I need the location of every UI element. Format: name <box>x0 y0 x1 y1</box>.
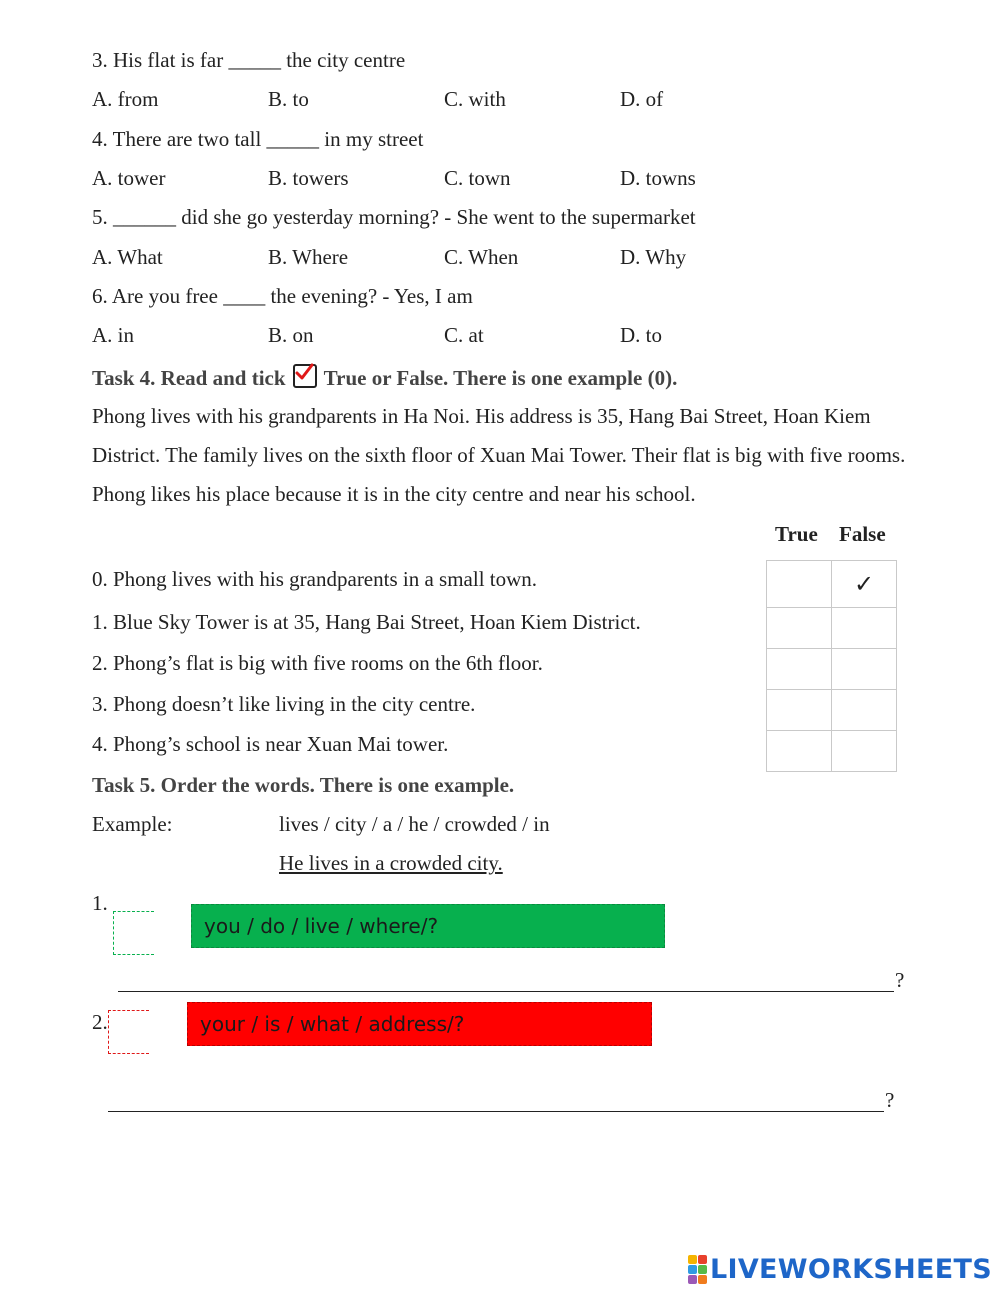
question-6-option-c: C. at <box>444 323 484 347</box>
question-6-option-a: A. in <box>92 323 134 347</box>
tf-3-false[interactable] <box>832 690 897 731</box>
question-6-option-d: D. to <box>620 323 662 347</box>
example-answer: He lives in a crowded city. <box>279 851 503 875</box>
question-5-option-c: C. When <box>444 245 519 269</box>
question-6-text: 6. Are you free ____ the evening? - Yes, I am <box>92 284 473 308</box>
item-1-word-box[interactable]: you / do / live / where/? <box>191 904 665 948</box>
statement-0: 0. Phong lives with his grandparents in a small town. <box>92 567 538 591</box>
tf-4-true[interactable] <box>767 731 832 772</box>
false-column-header: False <box>839 522 886 546</box>
question-3-option-b: B. to <box>268 87 309 111</box>
question-3-option-c: C. with <box>444 87 506 111</box>
example-label: Example: <box>92 812 173 836</box>
item-2-number: 2. <box>92 1010 108 1034</box>
item-2-question-mark: ? <box>885 1088 895 1112</box>
tf-1-false[interactable] <box>832 608 897 649</box>
tf-0-false: ✓ <box>832 561 897 608</box>
statement-1: 1. Blue Sky Tower is at 35, Hang Bai Street, Hoan Kiem District. <box>92 610 641 634</box>
tf-2-false[interactable] <box>832 649 897 690</box>
task4-heading <box>92 364 677 391</box>
tf-row-0 <box>767 561 897 608</box>
question-3-text: 3. His flat is far _____ the city centre <box>92 48 406 72</box>
item-2-drop-zone[interactable] <box>108 1010 149 1054</box>
task4-heading-end: True or False. There is one example (0). <box>323 366 678 390</box>
tf-0-true <box>767 561 832 608</box>
question-3-option-d: D. of <box>620 87 664 111</box>
tf-3-true[interactable] <box>767 690 832 731</box>
statement-4: 4. Phong’s school is near Xuan Mai tower. <box>92 732 449 756</box>
tf-1-true[interactable] <box>767 608 832 649</box>
question-4-option-a: A. tower <box>92 166 166 190</box>
statement-3: 3. Phong doesn’t like living in the city centre. <box>92 692 476 716</box>
question-5-text: 5. ______ did she go yesterday morning? - She went to the supermarket <box>92 205 696 229</box>
question-5-option-b: B. Where <box>268 245 349 269</box>
item-1-number: 1. <box>92 891 108 915</box>
task5-heading: Task 5. Order the words. There is one example. <box>92 773 515 797</box>
item-2-answer-line[interactable] <box>108 1111 884 1112</box>
item-1-drop-zone[interactable] <box>113 911 154 955</box>
question-6-option-b: B. on <box>268 323 314 347</box>
tick-box-icon <box>293 364 317 388</box>
task4-heading-start: Task 4. Read and tick <box>92 366 286 390</box>
true-column-header: True <box>775 522 818 546</box>
tf-row-2[interactable] <box>767 649 897 690</box>
question-4-option-b: B. towers <box>268 166 349 190</box>
question-5-option-d: D. Why <box>620 245 687 269</box>
question-4-text: 4. There are two tall _____ in my street <box>92 127 424 151</box>
question-5-option-a: A. What <box>92 245 163 269</box>
statement-2: 2. Phong’s flat is big with five rooms on the 6th floor. <box>92 651 543 675</box>
tf-row-1[interactable] <box>767 608 897 649</box>
question-4-option-d: D. towns <box>620 166 696 190</box>
tf-row-4[interactable] <box>767 731 897 772</box>
item-1-question-mark: ? <box>895 968 905 992</box>
question-3-option-a: A. from <box>92 87 159 111</box>
liveworksheets-logo <box>688 1254 992 1285</box>
tf-2-true[interactable] <box>767 649 832 690</box>
reading-passage: Phong lives with his grandparents in Ha Noi. His address is 35, Hang Bai Street, Hoan Kiem District. The family lives on the sixth floor of Xuan Mai Tower. Their flat is big with five rooms. Phong likes his place because it is in the city centre and near his school. <box>92 404 906 506</box>
item-2-word-box[interactable]: your / is / what / address/? <box>187 1002 652 1046</box>
item-1-answer-line[interactable] <box>118 991 894 992</box>
tf-row-3[interactable] <box>767 690 897 731</box>
logo-blocks-icon <box>688 1255 707 1284</box>
tf-4-false[interactable] <box>832 731 897 772</box>
logo-text: LIVEWORKSHEETS <box>709 1254 992 1285</box>
question-4-option-c: C. town <box>444 166 511 190</box>
example-words: lives / city / a / he / crowded / in <box>279 812 550 836</box>
true-false-table <box>766 560 897 772</box>
